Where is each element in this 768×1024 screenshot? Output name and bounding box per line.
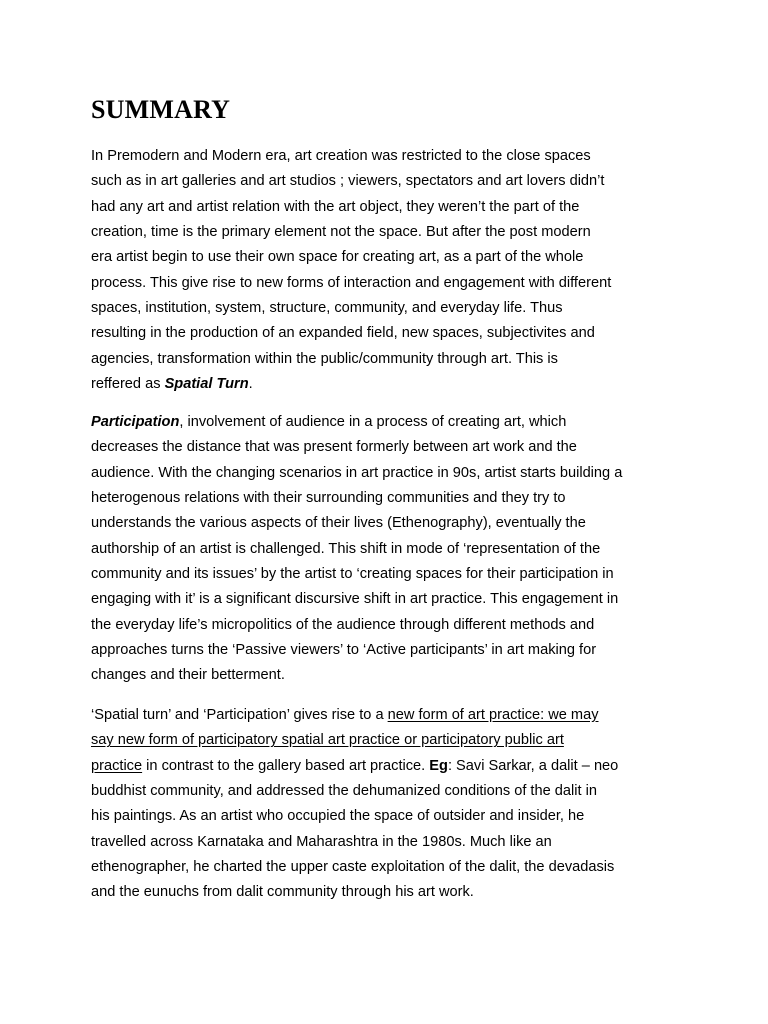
term-participation: Participation [91, 414, 180, 430]
text-line: In Premodern and Modern era, art creation was restricted to the close spaces [91, 148, 591, 164]
text-line: travelled across Karnataka and Maharashtra in the 1980s. Much like an [91, 833, 552, 850]
text-line: process. This give rise to new forms of interaction and engagement with different [91, 274, 612, 291]
text-line [91, 728, 691, 753]
text-line: approaches turns the ‘Passive viewers’ to ‘Active participants’ in art making for [91, 642, 597, 659]
text-line: his paintings. As an artist who occupied the space of outsider and insider, he [91, 808, 585, 825]
example-label: Eg [429, 757, 448, 774]
underlined-text: say new form of participatory spatial art practice or participatory public art [91, 732, 564, 749]
text-line: changes and their betterment. [91, 667, 285, 684]
paragraph-participation [91, 410, 691, 689]
text-run: in contrast to the gallery based art practice. [142, 757, 430, 774]
text-line: spaces, institution, system, structure, community, and everyday life. Thus [91, 300, 563, 317]
text-line: the everyday life’s micropolitics of the audience through different methods and [91, 616, 595, 633]
text-line: ethenographer, he charted the upper caste exploitation of the dalit, the devadasis [91, 859, 615, 876]
text-line [91, 703, 691, 728]
text-line: and the eunuchs from dalit community through his art work. [91, 884, 474, 901]
text-run: . [248, 376, 253, 393]
text-run: : Savi Sarkar, a dalit – neo [447, 757, 619, 774]
text-line [91, 754, 691, 779]
text-run: reffered as [91, 376, 165, 393]
text-line: buddhist community, and addressed the dehumanized conditions of the dalit in [91, 783, 597, 800]
text-line: engaging with it’ is a significant discursive shift in art practice. This engagement in [91, 591, 619, 608]
text-run: ‘Spatial turn’ and ‘Participation’ gives rise to a [91, 707, 388, 723]
text-run: , involvement of audience in a process of creating art, which [179, 414, 567, 430]
text-line: heterogenous relations with their surrounding communities and they try to [91, 490, 566, 507]
text-line: community and its issues’ by the artist to ‘creating spaces for their participation in [91, 566, 614, 583]
paragraph-new-practice [91, 703, 691, 906]
underlined-text: practice [91, 757, 143, 774]
text-line [91, 372, 691, 397]
text-line: audience. With the changing scenarios in art practice in 90s, artist starts building a [91, 464, 623, 481]
text-line: agencies, transformation within the public/community through art. This is [91, 350, 558, 367]
text-line: authorship of an artist is challenged. This shift in mode of ‘representation of the [91, 540, 601, 557]
text-line: creation, time is the primary element not the space. But after the post modern [91, 224, 591, 241]
underlined-text: new form of art practice: we may [387, 707, 599, 723]
text-line: understands the various aspects of their lives (Ethenography), eventually the [91, 515, 586, 532]
text-line: era artist begin to use their own space for creating art, as a part of the whole [91, 249, 584, 266]
text-line [91, 410, 691, 435]
text-line: such as in art galleries and art studios ; viewers, spectators and art lovers didn’t [91, 173, 605, 190]
paragraph-spatial-turn [91, 144, 691, 397]
text-line: decreases the distance that was present formerly between art work and the [91, 439, 577, 456]
text-line: had any art and artist relation with the art object, they weren’t the part of the [91, 198, 580, 215]
term-spatial-turn: Spatial Turn [164, 376, 249, 393]
text-line: resulting in the production of an expanded field, new spaces, subjectivites and [91, 325, 595, 342]
page-title: SUMMARY [91, 95, 231, 124]
